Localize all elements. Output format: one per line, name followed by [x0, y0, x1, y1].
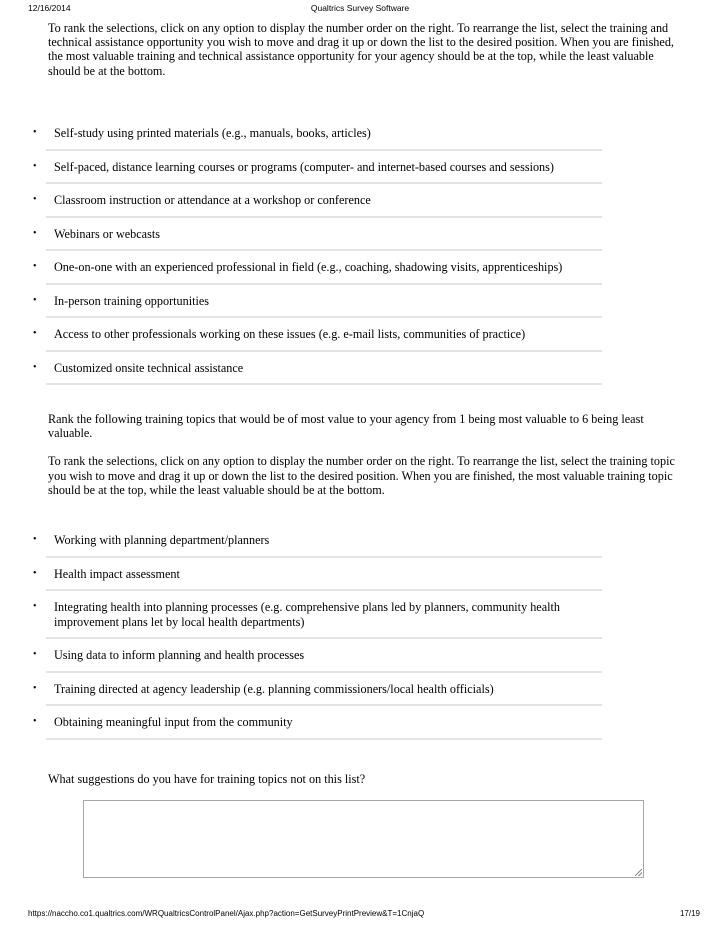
- rank-option-label: Obtaining meaningful input from the community: [54, 715, 293, 729]
- rank-option-label: One-on-one with an experienced professional in field (e.g., coaching, shadowing visits, apprenticeships): [54, 260, 563, 274]
- bullet-icon: •: [33, 227, 37, 239]
- rank-option[interactable]: [33, 706, 602, 740]
- rank-option[interactable]: [33, 151, 602, 185]
- bullet-icon: •: [33, 194, 37, 205]
- bullet-icon: •: [33, 601, 37, 612]
- q1-rank-list: [33, 117, 602, 385]
- rank-option[interactable]: [33, 352, 602, 386]
- rank-option[interactable]: [33, 285, 602, 319]
- print-date: 12/16/2014: [28, 3, 71, 13]
- rank-option[interactable]: [33, 558, 602, 592]
- rank-option-label: Health impact assessment: [54, 566, 180, 581]
- rank-option[interactable]: [33, 218, 602, 252]
- bullet-icon: •: [33, 294, 37, 306]
- bullet-icon: •: [33, 682, 37, 694]
- bullet-icon: •: [33, 127, 37, 138]
- q2-rank-list: [33, 524, 602, 740]
- rank-option[interactable]: [33, 251, 602, 285]
- bullet-icon: •: [33, 567, 37, 579]
- rank-option-label: Self-paced, distance learning courses or programs (computer- and internet-based courses and sessions): [54, 159, 554, 174]
- q1-instructions: To rank the selections, click on any option to display the number order on the right. To rearrange the list, select the training and technical assistance opportunity you wish to move and drag it up or down the list to the desired position. When you are finished, the most valuable training and technical assistance opportunity for your agency should be at the top, while the least valuable should be at the bottom.: [48, 21, 674, 78]
- rank-option-label: Training directed at agency leadership (e.g. planning commissioners/local health officials): [54, 681, 494, 696]
- print-header: [0, 3, 720, 15]
- rank-option-label: Access to other professionals working on these issues (e.g. e-mail lists, communities of practice): [54, 327, 526, 341]
- q3-prompt: What suggestions do you have for training topics not on this list?: [48, 772, 366, 786]
- resize-grip-icon[interactable]: [635, 869, 642, 876]
- rank-option[interactable]: [33, 673, 602, 707]
- q3-text: [48, 772, 688, 786]
- print-url: https://naccho.co1.qualtrics.com/WRQualtricsControlPanel/Ajax.php?action=GetSurveyPrintPreview&T=1CnjaQ: [28, 909, 425, 918]
- q2-instructions: To rank the selections, click on any option to display the number order on the right. To rearrange the list, select the training topic you wish to move and drag it up or down the list to the desired position. When you are finished, the most valuable training topic should be at the top, while the least valuable should be at the bottom.: [48, 454, 675, 497]
- bullet-icon: •: [33, 261, 37, 272]
- rank-option-label: In-person training opportunities: [54, 293, 210, 308]
- survey-content: [48, 21, 688, 78]
- rank-option-label: Classroom instruction or attendance at a workshop or conference: [54, 193, 371, 207]
- bullet-icon: •: [33, 716, 37, 727]
- bullet-icon: •: [33, 649, 37, 660]
- print-footer: [0, 909, 720, 921]
- print-title: Qualtrics Survey Software: [310, 3, 410, 13]
- rank-option[interactable]: [33, 184, 602, 218]
- rank-option[interactable]: [33, 524, 602, 558]
- bullet-icon: •: [33, 328, 37, 339]
- rank-option-label: Using data to inform planning and health processes: [54, 648, 305, 662]
- rank-option-label: Integrating health into planning processes (e.g. comprehensive plans led by planners, community health improvement plans let by local health departments): [54, 600, 560, 629]
- rank-option-label: Customized onsite technical assistance: [54, 360, 244, 375]
- q2-text: [48, 412, 688, 497]
- rank-option-label: Working with planning department/planners: [54, 533, 270, 547]
- bullet-icon: •: [33, 361, 37, 373]
- rank-option[interactable]: [33, 318, 602, 352]
- q2-prompt: Rank the following training topics that would be of most value to your agency from 1 being most valuable to 6 being least valuable.: [48, 412, 644, 441]
- rank-option[interactable]: [33, 639, 602, 673]
- page-number: 17/19: [679, 909, 700, 918]
- rank-option-label: Self-study using printed materials (e.g., manuals, books, articles): [54, 126, 371, 140]
- rank-option[interactable]: [33, 591, 602, 639]
- suggestions-textarea[interactable]: [83, 800, 644, 878]
- bullet-icon: •: [33, 534, 37, 545]
- rank-option[interactable]: [33, 117, 602, 151]
- rank-option-label: Webinars or webcasts: [54, 226, 160, 241]
- bullet-icon: •: [33, 160, 37, 172]
